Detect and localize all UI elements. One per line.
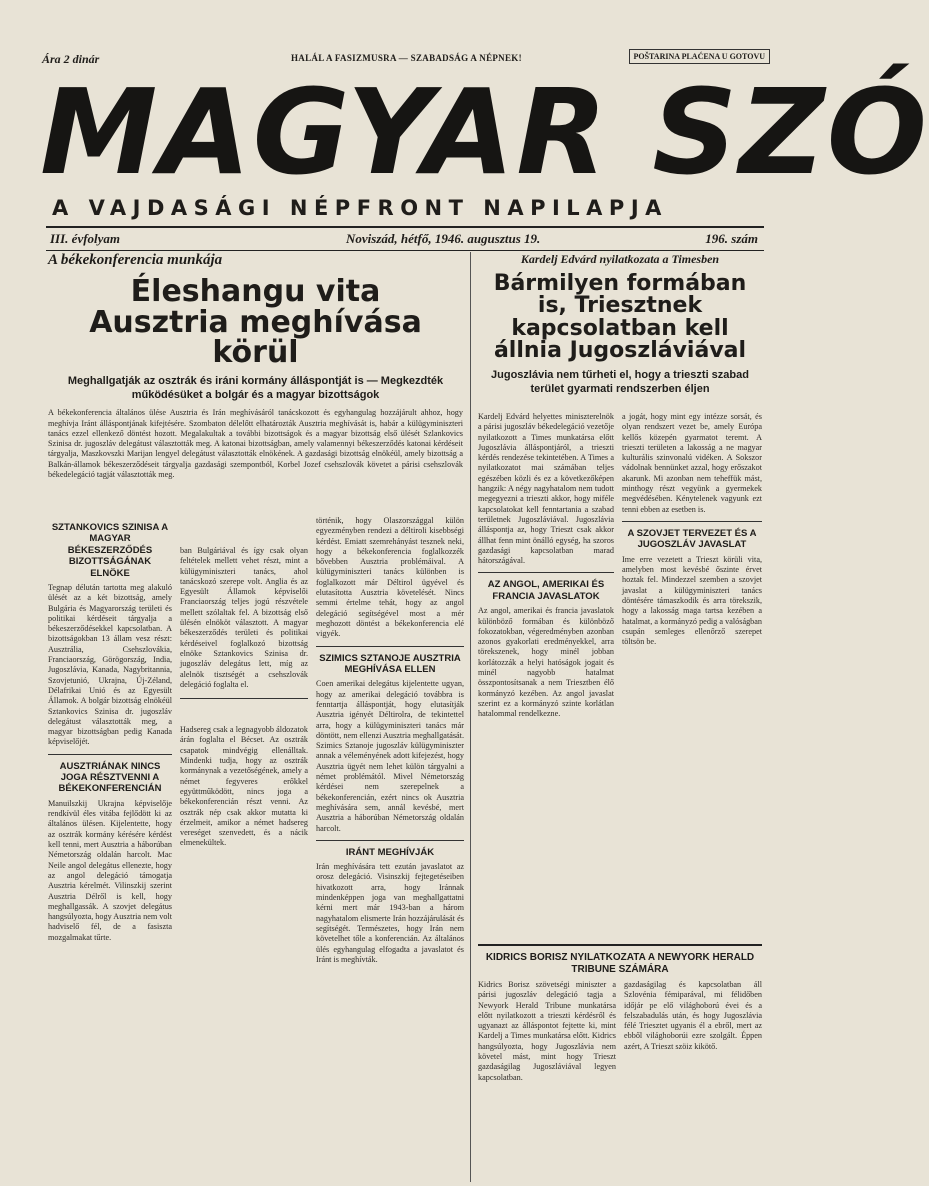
right-column-2 — [622, 412, 762, 940]
middle-column — [316, 516, 464, 1181]
article-text: Kidrics Borisz szövetségi miniszter a párisi jugoszláv delegáció tagja a Newyork Herald Tribune munkatársa előtt nyilatkozott a trieszti kérdésről és ugyanazt az álláspontot fejtette ki, mint Kardelj a Times munkatársa előtt. Kidrics hangsúlyozta, hogy Jugoszlávia nem követel mást, mint hogy Trieszt gazdaságilag Jugoszláviával legyen kapcsolatban. — [478, 980, 616, 1082]
issue-date: Noviszád, hétfő, 1946. augusztus 19. — [346, 231, 541, 246]
right-column-1 — [478, 412, 614, 940]
right-kicker: Kardelj Edvárd nyilatkozata a Timesben — [520, 252, 720, 266]
postage-stamp: POŠTARINA PLAĆENA U GOTOVU — [629, 49, 771, 64]
right-headline: Bármilyen formában is, Triesztnek kapcsolatban kell állnia Jugoszláviával — [493, 271, 747, 364]
masthead-subtitle: A VAJDASÁGI NÉPFRONT NAPILAPJA — [52, 196, 668, 220]
divider — [48, 754, 172, 755]
article-text: Kardelj Edvárd helyettes miniszterelnök a párisi jugoszláv békedelegáció vezetője nyilatkozott a Times munkatársa előtt Jugoszlávia álláspontjáról, a trieszti kérdés rendezése tekintetében. A Times a nyilatkozatot mai számában teljes egészében közli és ez a következőképen hangzik: A négy nagyhatalom nem tudott megegyezni a trieszti akkor, hogy miféle kapcsolatokat kell fenntartania a szabad területnek Jugoszláviával. Jugoszlávia álláspontja az, hogy Trieszt csak akkor állhat fenn mint önálló egység, ha szoros gazdasági kapcsolatban marad hátországával. — [478, 412, 614, 566]
column-divider — [470, 252, 471, 1182]
issue-number: 196. szám — [705, 231, 758, 246]
divider — [478, 572, 614, 573]
article-text: Az angol, amerikai és francia javaslatok különböző formában és különböző fokozatokban, végeredményben azonban azonos gyakorlati eredményekkel, arra törekszenek, hogy minél jobban korlátozzák a helyi hatóságok jogait és minél nagyobb hatalmat összpontosítsanak a nem Triesztben élő kormányzó kezében. Az angol javaslat szerint ez a kormányzó szinte korlátlan hatalommal rendelkezne. — [478, 606, 614, 719]
right-deck: Jugoszlávia nem tűrheti el, hogy a trieszti szabad terület gyarmati rendszerben éljen — [491, 368, 749, 395]
main-article-top — [48, 252, 463, 512]
section-heading: SZTANKOVICS SZINISA A MAGYAR BÉKESZERZŐDÉS BIZOTTSÁGÁNAK ELNÖKE — [51, 522, 169, 579]
divider — [180, 698, 308, 699]
divider — [316, 840, 464, 841]
main-headline: Éleshangu vita Ausztria meghívása körül — [89, 274, 422, 371]
article-text: Coen amerikai delegátus kijelentette ugyan, hogy az amerikai delegáció továbbra is fenntartja álláspontját, hogy elutasítják Ausztria igényét Déltirolra, de tekintettel arra, hogy a külügyminiszteri tanács már döntött, nem ellenzi Ausztria meghallgatását. Szimics Sztanoje jugoszláv külügyminiszter annak a véleményének adott kifejezést, hogy Ausztria ügyét nem lehet külön tárgyalni a német problémától. Mivel Németország kérdései nem szerepelnek a békekonferencián, ezért nincs ok Ausztria meghívására sem, annál kevésbé, mert Ausztria a háborúban Németország oldalán harcolt. — [316, 679, 464, 833]
section-heading: A SZOVJET TERVEZET ÉS A JUGOSZLÁV JAVASLAT — [627, 527, 757, 551]
article-text: ban Bulgáriával és így csak olyan feltételek mellett vehet részt, mint a külügyminiszteri tanács, ahol tanácskozó szerepe volt. Anglia és az Egyesült Államok képviselői Franciaország teljes jogú részvétele mellett szólaltak fel. A bizottság első ülésén elnököt választott. A magyar békeszerződés területi és politikai kérdéseivel foglalkozó bizottság elnöke Sztankovics Szinisa dr. jugoszláv delegátus lett, míg az alelnök tisztségét a csehszlovák delegáció foglalta el. — [180, 546, 308, 689]
main-deck: Meghallgatják az osztrák és iráni kormány álláspontját is — Megkezdték működésüket a bolgár és a magyar bizottságok — [67, 374, 444, 401]
box-columns — [478, 980, 762, 1083]
divider — [622, 521, 762, 522]
boxed-article — [478, 944, 762, 1184]
section-heading: SZIMICS SZTANOJE AUSZTRIA MEGHÍVÁSA ELLEN — [319, 652, 461, 675]
box-heading: KIDRICS BORISZ NYILATKOZATA A NEWYORK HERALD TRIBUNE SZÁMÁRA — [485, 952, 755, 975]
dateline — [46, 226, 764, 251]
article-text: Manuilszkij Ukrajna képviselője rendkívül éles vitába fejlődött ki az általános ülésen. Kijelentette, hogy az osztrák kormány kérésére kérdést kell tenni, mert Ausztria a háborúban Németország oldalán harcolt. Mac Neile angol delegátus ellenezte, hogy az angol delegáció támogatja Ausztria kérelmét. Vilinszkij szerint Ausztria Délről is kell, hogy meghallgassák. A szovjet delegátus hangsúlyozta, hogy Ausztria nem volt hadviselő fél, de a fasiszta mozgalmakat tűrte. — [48, 798, 172, 942]
masthead-title: MAGYAR SZÓ — [40, 63, 929, 201]
article-text: Hadsereg csak a legnagyobb áldozatok árán foglalta el Bécset. Az osztrák csapatok mindvégig ellenálltak. Mindenki tudja, hogy az osztrák kormánynak a vezetőségének, amely a német fegyveres erőkkel együttműködött, nincs joga a békekonferencián részt venni. Az osztrák nép csak akkor mutatta ki érzelmeit, amikor a német hadsereg vereséget szenvedett, és a nácik elmenekültek. — [180, 725, 308, 848]
motto: HALÁL A FASIZMUSRA — SZABADSÁG A NÉPNEK! — [291, 53, 522, 63]
section-heading: IRÁNT MEGHÍVJÁK — [345, 846, 435, 858]
article-text: Ime erre vezetett a Trieszt körüli vita, amelyben most kevésbé őszinte érvet hoztak fel. Mindezzel szemben a szovjet javaslat a külügyminiszteri tanács döntésére támaszkodik és arra törekszik, hogy a lakosság maga tartsa kezében a hatalmat, a kormányzó pedig a valóságban csupán semleges ellenőrző szerepet töltsön be. — [622, 554, 762, 647]
main-lead: A békekonferencia általános ülése Ausztria és Irán meghívásáról tanácskozott és egyhangulag hozzájárult ahhoz, hogy meghívja Iránt álláspontjának kifejtésére. Szombaton délelőtt elhatározták Ausztria meghívását is, habár a külügyminiszteri tanács ezzel ellenkező döntést hozott. Megalakultak a további bizottságok és a magyar bizottság első ülését Szlankovics Szinisa dr. jugoszláv delegátust választották meg. A katonai bizottságban, amely valamennyi békeszerződés katonai kérdéseit tárgyalja, Maszkovszki Marijan lengyel delegátust választották elnökének. A gazdasági bizottság elnökéül, amely bizottság a Balkán-államok békeszerződéseit tárgyalja gazdasági szempontból, Korbel Jozef csehszlovák követet a párisi csehszlovák békedelegáció tagját választották meg. — [48, 408, 463, 480]
divider — [316, 646, 464, 647]
section-heading: AUSZTRIÁNAK NINCS JOGA RÉSZTVENNI A BÉKEKONFERENCIÁN — [58, 760, 162, 795]
price-label: Ára 2 dinár — [42, 52, 100, 66]
article-text: gazdaságilag és kapcsolatban áll Szlovénia fémiparával, mi félidőben időjár pe elő világhoború évei és a felszabadulás után, és hogy Jugoszlávia félé Triesztet ugyanis él a ebről, mert az ebből világhoborúi ezre szolgált. Éppen azért, A Trieszt szöiz kikötő. — [624, 980, 762, 1051]
article-text: történik, hogy Olaszországgal külön egyezményben rendezi a déltiroli kisebbségi kérdést. Emiatt szemrehányást tesznek neki, hogy a békekonferencia foglalkozzék bővebben Ausztria problémáival. A külügyminiszteri tanács különben is foglalkozott már Déltirol ügyével és elutasította Ausztria követelését. Nincs semmi értelme tehát, hogy az angol delegáció segítségével most a mér meghozott döntést a békekonferencia elé vigyék. — [316, 516, 464, 639]
left-column-1 — [48, 516, 172, 1181]
article-text: Irán meghívására tett ezután javaslatot az orosz delegáció. Visinszkij fejtegetéseiben hivatkozott arra, hogy Iránnak mindenképpen joga van meghallgattatni kérni mert már 1943-ban a három nagyhatalom elismerte Irán hozzájárulását és segítségét. Természetes, hogy Irán nem követelhet tőle a konferencián. Az általános ülés egyhangulag elfogadta a javaslatot és Iránt is meghívták. — [316, 862, 464, 964]
main-kicker: A békekonferencia munkája — [48, 252, 223, 268]
article-text: Tegnap délután tartotta meg alakuló ülését az a két bizottság, amely Bulgária és Magyarország területi és politikai kérdéseit tárgyalja a békeszerződésekkel kapcsolatban. A bizottságokban 13 állam vesz részt: Ausztrália, Csehszlovákia, Franciaország, Görögország, India, Jugoszlávia, Kanada, Nagybritannia, Szovjetunió, Ukrajna, Új-Zéland, Délafrikai Unió és az Egyesült Államok. A bolgár bizottság elnökéül Sztankovics Szinisa dr. jugoszláv delegátust választották meg, a magyar bizottságban pedig Kanada képviselőjét. — [48, 582, 172, 747]
left-column-2 — [180, 516, 308, 1181]
section-heading: AZ ANGOL, AMERIKAI ÉS FRANCIA JAVASLATOK — [487, 579, 605, 602]
volume-label: III. évfolyam — [50, 231, 121, 246]
article-text: a jogát, hogy mint egy intézze sorsát, és olyan rendszert vezet be, amely Európa kellős közepén gyarmatot teremt. A trieszti területen a lakosság a ne magyar kulturális szinvonalú vidéken. A Sokszor vádolnak bennünket azzal, hogy erőszakot akarunk. Mi azonban nem teheffük mást, minthogy részt vegyünk a gyermekek megvédésében. Kénytelenek vagyunk ezt tenni ebben az esetben is. — [622, 412, 762, 514]
